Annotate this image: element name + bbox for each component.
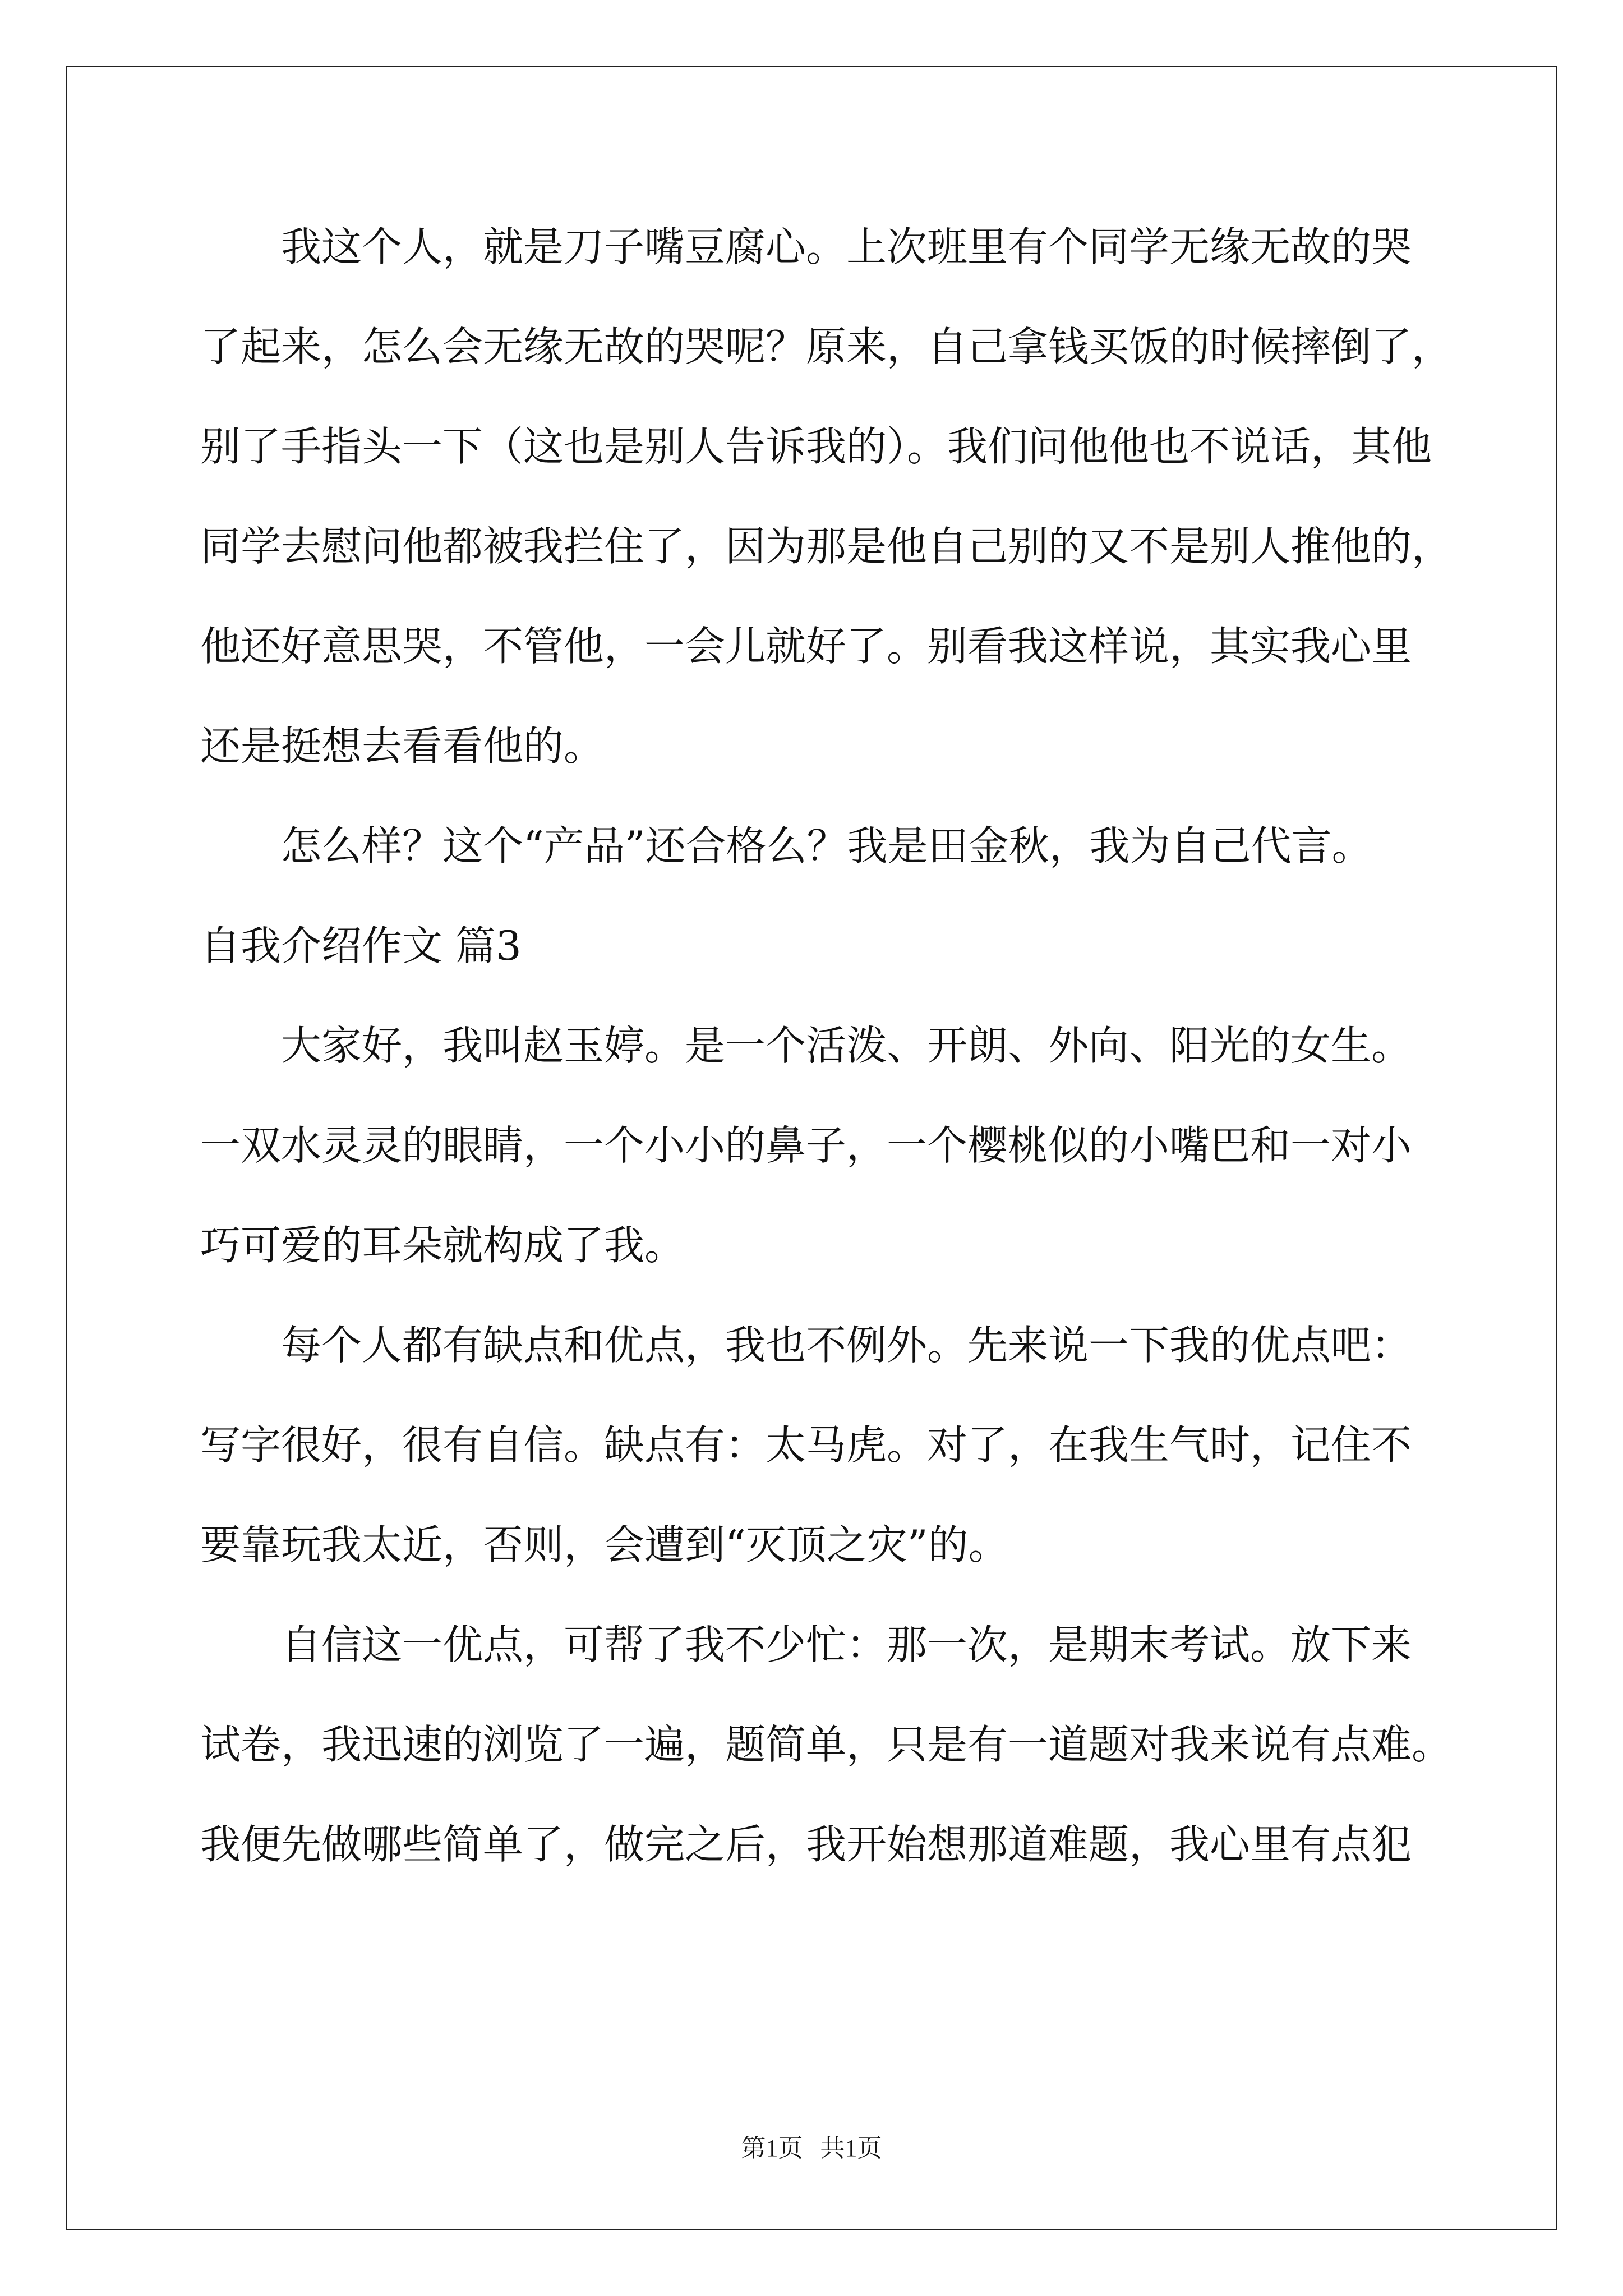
page-number: 第1页 (741, 2134, 803, 2162)
text-line: 巧可爱的耳朵就构成了我。 (200, 1222, 685, 1269)
text-line: 大家好，我叫赵玉婷。是一个活泼、开朗、外向、阳光的女生。 (200, 1022, 1412, 1069)
text-line: 了起来，怎么会无缘无故的哭呢？原来，自己拿钱买饭的时候摔倒了， (200, 323, 1453, 370)
section-heading: 自我介绍作文 篇3 (200, 922, 522, 969)
text-line: 一双水灵灵的眼睛，一个小小的鼻子，一个樱桃似的小嘴巴和一对小 (200, 1122, 1412, 1169)
text-line: 自信这一优点，可帮了我不少忙：那一次，是期末考试。放下来 (200, 1621, 1412, 1668)
text-line: 要靠玩我太近，否则，会遭到“灭顶之灾”的。 (200, 1521, 1009, 1568)
text-line: 我这个人，就是刀子嘴豆腐心。上次班里有个同学无缘无故的哭 (200, 223, 1412, 270)
text-line: 同学去慰问他都被我拦住了，因为那是他自己别的又不是别人推他的， (200, 523, 1453, 570)
text-line: 写字很好，很有自信。缺点有：太马虎。对了，在我生气时，记住不 (200, 1421, 1412, 1469)
text-line: 他还好意思哭，不管他，一会儿就好了。别看我这样说，其实我心里 (200, 623, 1412, 670)
text-line: 别了手指头一下（这也是别人告诉我的）。我们问他他也不说话，其他 (200, 423, 1432, 470)
text-line: 还是挺想去看看他的。 (200, 723, 605, 770)
text-line: 每个人都有缺点和优点，我也不例外。先来说一下我的优点吧： (200, 1322, 1412, 1369)
text-line: 试卷，我迅速的浏览了一遍，题简单，只是有一道题对我来说有点难。 (200, 1721, 1453, 1768)
page-total: 共1页 (820, 2134, 882, 2162)
text-line: 怎么样？这个“产品”还合格么？我是田金秋，我为自己代言。 (200, 822, 1372, 869)
page-footer (0, 2132, 1623, 2165)
text-line: 我便先做哪些简单了，做完之后，我开始想那道难题，我心里有点犯 (200, 1821, 1412, 1868)
